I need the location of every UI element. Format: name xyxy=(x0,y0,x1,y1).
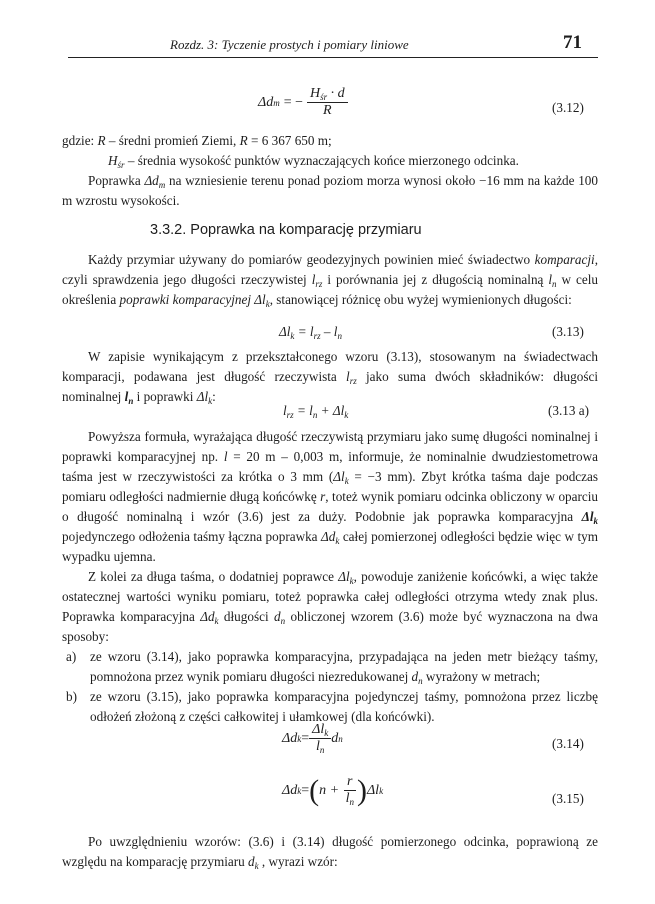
paragraph-5: Po uwzględnieniu wzorów: (3.6) i (3.14) długość pomierzonego odcinka, poprawioną ze względu na komparację przymiaru $d_k$ , wyrazi wzór: xyxy=(62,834,598,871)
where-H: $H_{śr}$ – średnia wysokość punktów wyznaczających końce mierzonego odcinka. xyxy=(108,153,519,170)
paragraph-2: W zapisie wynikającym z przekształconego wzoru (3.13), stosowanym na świadectwach komparacji, podawana jest długość rzeczywista $l_{rz}$ jako suma dwóch składników: długości nominalnej $l_n$ i poprawki $\Delta l_k$: xyxy=(62,349,598,406)
equation-number: (3.13 a) xyxy=(548,403,590,418)
equation-3-12: Δd m = − $\frac{H_{śr} \cdot d}{R}$ xyxy=(258,86,348,119)
section-heading: 3.3.2. Poprawka na komparację przymiaru xyxy=(150,222,422,238)
equation-3-13: $\Delta l_k = l_{rz} - l_n$ xyxy=(279,324,342,341)
equation-3-15: Δd k = ( n + $\frac{r}{l_n}$ ) Δl k xyxy=(282,773,384,807)
paragraph-4: Z kolei za długa taśma, o dodatniej poprawce $\Delta l_k$, powoduje zaniżenie końcówki, a więc także ostatecznej wartości wyniku pomiaru, toteż poprawka całej odległości otrzyma wtedy znak plus. Poprawka komparacyjna $\Delta d_k$ długości $d_n$ obliczonej wzorem (3.6) może być wyznaczona na dwa sposoby: xyxy=(62,569,598,644)
list-item-a: a) ze wzoru (3.14), jako poprawka komparacyjna, przypadająca na jeden metr bieżący taśmy, pomnożona przez wynik pomiaru długości niezredukowanej $d_n$ wyrażony w metrach; xyxy=(66,649,598,686)
equation-number: (3.12) xyxy=(552,100,584,115)
where-R: gdzie: R – średni promień Ziemi, R = 6 367 650 m; xyxy=(62,133,332,148)
equation-number: (3.15) xyxy=(552,791,584,806)
page-number: 71 xyxy=(563,32,582,53)
equation-3-14: Δd k = $\frac{\Delta l_k}{l_n}$ d n xyxy=(282,722,343,755)
equation-number: (3.14) xyxy=(552,736,584,751)
header-rule xyxy=(68,57,598,58)
paragraph-1: Każdy przymiar używany do pomiarów geodezyjnych powinien mieć świadectwo komparacji, czyli sprawdzenia jego długości rzeczywistej $l_{rz}$ i porównania jej z długością nominalną $l_n$ w celu określenia poprawki komparacyjnej $\Delta l_k$, stanowiącej różnicę obu wyżej wymienionych długości: xyxy=(62,252,598,309)
fraction: $\frac{H_{śr} \cdot d}{R}$ xyxy=(307,86,348,119)
paragraph-correction: Poprawka $\Delta d_m$ na wzniesienie terenu ponad poziom morza wynosi około −16 mm na każde 100 m wzrostu wysokości. xyxy=(62,173,598,208)
fraction: $\frac{\Delta l_k}{l_n}$ xyxy=(309,722,331,755)
running-header-title: Rozdz. 3: Tyczenie prostych i pomiary liniowe xyxy=(170,37,409,52)
list-item-b: b) ze wzoru (3.15), jako poprawka komparacyjna pojedynczej taśmy, pomnożona przez liczbę odłożeń złożoną z części całkowitej i ułamkowej (dla końcówki). xyxy=(66,689,598,724)
paragraph-3: Powyższa formuła, wyrażająca długość rzeczywistą przymiaru jako sumę długości nominalnej i poprawki komparacyjnej np. l = 20 m – 0,003 m, informuje, że nominalnie dwudziestometrowa taśma jest w rzeczywistości za krótka o 3 mm ($\Delta l_k = -3$ mm). Zbyt krótka taśma daje podczas pomiaru odległości nadmiernie długą końcówkę r, toteż wynik pomiaru odcinka obliczony w oparciu o długość nominalną i wzór (3.6) jest za duży. Podobnie jak poprawka komparacyjna $\Delta l_k$ pojedynczego odłożenia taśmy łączna poprawka $\Delta d_k$ całej pomierzonej odległości będzie więc w tym wypadku ujemna. xyxy=(62,429,598,564)
fraction: $\frac{r}{l_n}$ xyxy=(345,774,354,807)
equation-3-13a: $l_{rz} = l_n + \Delta l_k$ xyxy=(283,403,349,420)
equation-number: (3.13) xyxy=(552,324,584,339)
